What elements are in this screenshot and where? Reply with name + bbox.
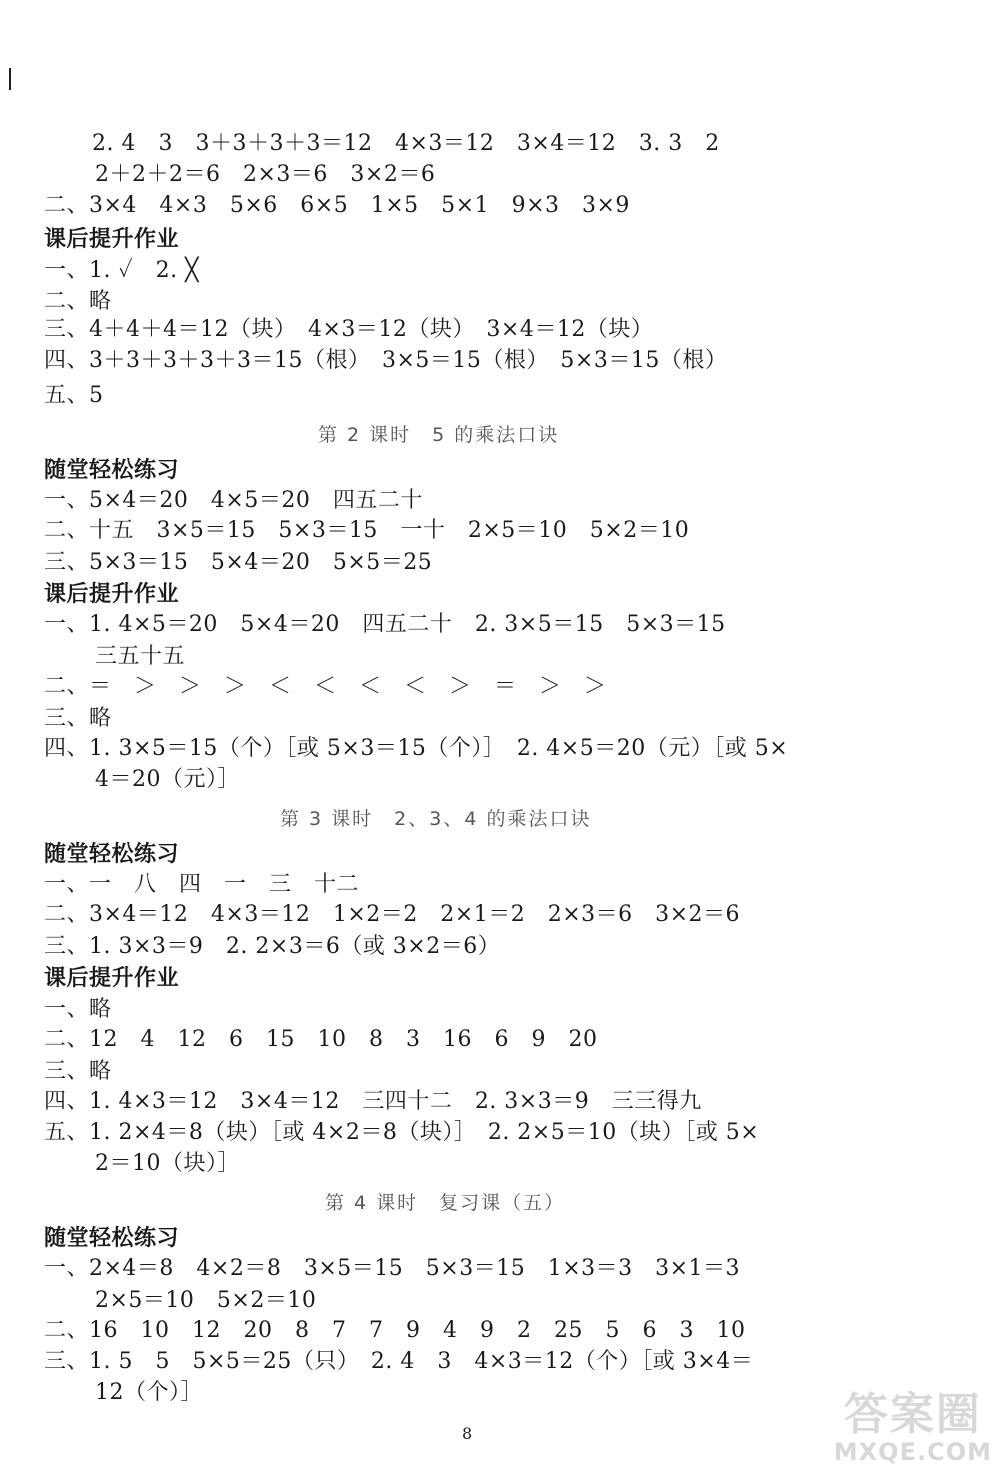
answer-line: 一、1. 4×5＝20 5×4＝20 四五二十 2. 3×5＝15 5×3＝15 [44,612,726,637]
answer-line: 二、3×4 4×3 5×6 6×5 1×5 5×1 9×3 3×9 [44,193,630,218]
section-heading: 随堂轻松练习 [44,842,180,867]
answer-line: 一、1. ✓ 2. ╳ [44,258,199,283]
answer-line: 二、16 10 12 20 8 7 7 9 4 9 2 25 5 6 3 10 [44,1318,746,1343]
answer-line: 一、略 [44,997,112,1022]
lesson-title: 第 4 课时 复习课（五） [325,1192,566,1214]
answer-line: 一、一 八 四 一 三 十二 [44,872,360,897]
answer-line: 三五十五 [95,644,186,669]
margin-mark [9,68,11,90]
answer-line: 2＋2＋2＝6 2×3＝6 3×2＝6 [95,162,436,187]
section-heading: 随堂轻松练习 [44,1226,180,1251]
answer-line: 三、1. 3×3＝9 2. 2×3＝6（或 3×2＝6） [44,934,501,959]
answer-line: 三、4＋4＋4＝12（块） 4×3＝12（块） 3×4＝12（块） [44,317,654,342]
watermark-url: MXQE.COM [833,1438,992,1466]
answer-line: 四、1. 3×5＝15（个）［或 5×3＝15（个）］ 2. 4×5＝20（元）［或 5× [44,736,789,761]
answer-line: 二、3×4＝12 4×3＝12 1×2＝2 2×1＝2 2×3＝6 3×2＝6 [44,902,741,927]
answer-line: 一、2×4＝8 4×2＝8 3×5＝15 5×3＝15 1×3＝3 3×1＝3 [44,1256,741,1281]
section-heading: 课后提升作业 [44,227,180,252]
answer-line: 三、略 [44,1059,112,1084]
answer-line: 三、5×3＝15 5×4＝20 5×5＝25 [44,550,433,575]
answer-line: 三、1. 5 5 5×5＝25（只） 2. 4 3 4×3＝12（个）［或 3×4＝ [44,1349,754,1374]
section-heading: 课后提升作业 [44,966,180,991]
lesson-title: 第 2 课时 5 的乘法口诀 [318,424,560,446]
answer-line: 2. 4 3 3＋3＋3＋3＝12 4×3＝12 3×4＝12 3. 3 2 [92,131,720,156]
watermark-logo [834,1391,992,1465]
answer-line: 五、1. 2×4＝8（块）［或 4×2＝8（块）］ 2. 2×5＝10（块）［或 5× [44,1120,760,1145]
answer-line: 一、5×4＝20 4×5＝20 四五二十 [44,488,423,513]
answer-line: 四、3＋3＋3＋3＋3＝15（根） 3×5＝15（根） 5×3＝15（根） [44,348,728,373]
section-heading: 课后提升作业 [44,582,180,607]
answer-line: 12（个）］ [95,1380,203,1405]
answer-line: 二、略 [44,289,112,314]
answer-line: 2×5＝10 5×2＝10 [95,1288,317,1313]
answer-line: 4＝20（元）］ [95,767,240,792]
answer-line: 二、十五 3×5＝15 5×3＝15 一十 2×5＝10 5×2＝10 [44,518,690,543]
answer-line: 四、1. 4×3＝12 3×4＝12 三四十二 2. 3×3＝9 三三得九 [44,1089,702,1114]
answer-line: 2＝10（块）］ [95,1151,240,1176]
answer-line: 三、略 [44,706,112,731]
answer-line: 二、12 4 12 6 15 10 8 3 16 6 9 20 [44,1027,598,1052]
lesson-title: 第 3 课时 2、3、4 的乘法口诀 [280,808,592,830]
answer-line: 二、＝ ＞ ＞ ＞ ＜ ＜ ＜ ＜ ＞ ＝ ＞ ＞ [44,674,607,699]
answer-line: 五、5 [44,383,104,408]
watermark-text: 答案圈 [843,1389,982,1440]
section-heading: 随堂轻松练习 [44,458,180,483]
page-number: 8 [462,1424,473,1443]
